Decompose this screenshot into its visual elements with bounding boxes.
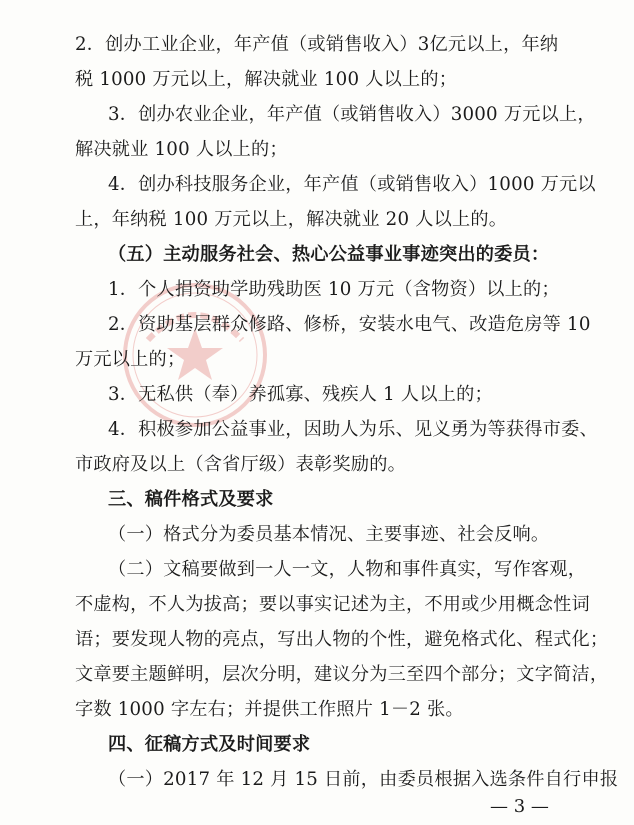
text-line: 语；要发现人物的亮点，写出人物的个性，避免格式化、程式化；: [75, 629, 609, 650]
text-line: 市政府及以上（含省厅级）表彰奖励的。: [75, 454, 406, 475]
text-line: 文章要主题鲜明，层次分明，建议分为三至四个部分；文字简洁，: [75, 664, 609, 685]
page-number: — 3 —: [490, 796, 549, 817]
text-line: 解决就业 100 人以上的；: [75, 139, 288, 160]
text-line: 2．资助基层群众修路、修桥，安装水电气、改造危房等 10: [108, 314, 591, 335]
text-line: （一）格式分为委员基本情况、主要事迹、社会反响。: [108, 524, 550, 545]
section-heading: 四、征稿方式及时间要求: [108, 734, 311, 755]
text-line: 4．创办科技服务企业，年产值（或销售收入）1000 万元以: [108, 174, 596, 195]
text-line: 3．创办农业企业，年产值（或销售收入）3000 万元以上，: [108, 104, 596, 125]
text-line: （一）2017 年 12 月 15 日前，由委员根据入选条件自行申报: [108, 769, 619, 790]
text-line: 2．创办工业企业，年产值（或销售收入）3亿元以上，年纳: [75, 34, 559, 55]
text-line: 4．积极参加公益事业，因助人为乐、见义勇为等获得市委、: [108, 419, 598, 440]
text-line: 不虚构，不人为拔高；要以事实记述为主，不用或少用概念性词: [75, 594, 590, 615]
section-subheading: （五）主动服务社会、热心公益事业事迹突出的委员：: [108, 244, 550, 265]
text-line: 上，年纳税 100 万元以上，解决就业 20 人以上的。: [75, 209, 508, 230]
text-line: 3．无私供（奉）养孤寡、残疾人 1 人以上的；: [108, 384, 493, 405]
section-heading: 三、稿件格式及要求: [108, 489, 274, 510]
text-line: （二）文稿要做到一人一文，人物和事件真实，写作客观，: [108, 559, 587, 580]
text-line: 1．个人捐资助学助残助医 10 万元（含物资）以上的；: [108, 279, 560, 300]
text-line: 字数 1000 字左右；并提供工作照片 1－2 张。: [75, 699, 464, 720]
text-line: 万元以上的；: [75, 349, 186, 370]
text-line: 税 1000 万元以上，解决就业 100 人以上的；: [75, 69, 458, 90]
